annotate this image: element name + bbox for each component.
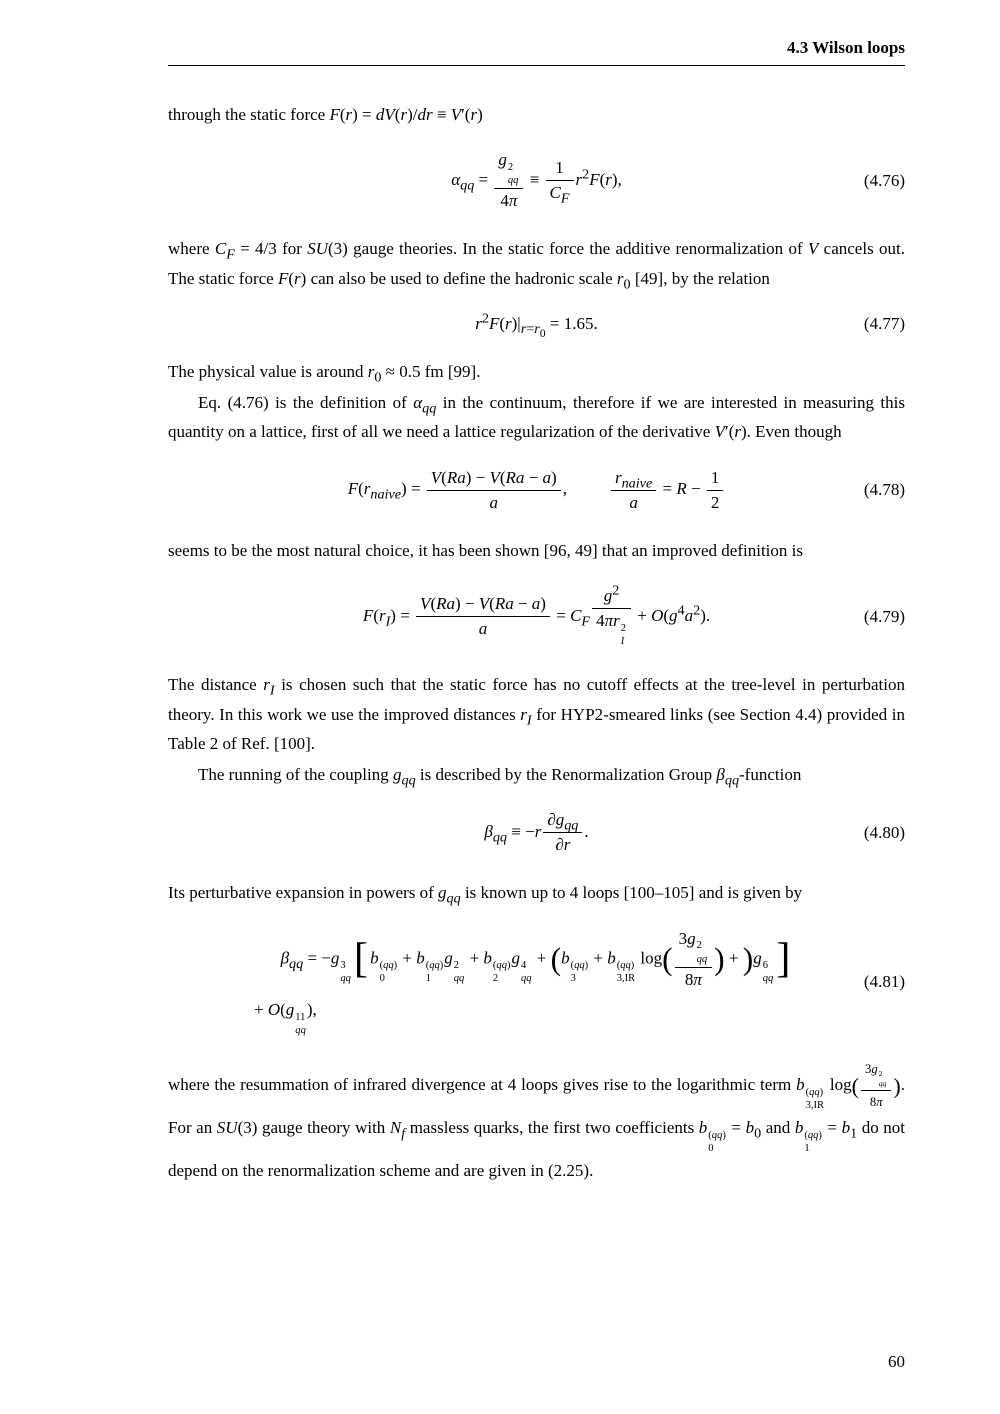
paragraph-resummation: where the resummation of infrared divergence at 4 loops gives rise to the logarithmic term b (qq) 3,IR log( 3g 2 qq 8π ). For an SU(3) gauge theory with $N_f$ massless quarks, the first two coefficients b (qq) 0 = $b_0$ and b (qq) 1 = $b_1$ do not depend on the renormalization scheme and are given in (2.25). bbox=[168, 1061, 906, 1180]
paragraph-where-cf: where $C_F = 4/3$ for SU(3) gauge theories. In the static force the additive renormalization of V cancels out. The static force F(r) can also be used to define the hadronic scale $r_0$ [49], by the relation bbox=[168, 239, 905, 293]
section-title: 4.3 Wilson loops bbox=[787, 38, 905, 57]
paragraph-natural-choice: seems to be the most natural choice, it has been shown [96, 49] that an improved definition is bbox=[168, 540, 803, 560]
running-header bbox=[168, 38, 905, 66]
paragraph-perturbative-expansion: Its perturbative expansion in powers of $g_{qq}$ is known up to 4 loops [100–105] and is given by bbox=[168, 883, 803, 907]
equation-number-4-76: (4.76) bbox=[863, 170, 905, 190]
equation-number-4-77: (4.77) bbox=[863, 313, 905, 333]
equation-4-76 bbox=[168, 149, 905, 212]
equation-number-4-81: (4.81) bbox=[863, 972, 905, 992]
paragraph-physical-value: The physical value is around $r_0 \approx 0.5$ fm [99]. bbox=[168, 361, 481, 386]
equation-body-4-77: $r^2F(r)|_{r=r_0} = 1.65$. bbox=[475, 310, 598, 341]
equation-body-4-76: $\alpha_{qq}$ = g 2 qq 4π ≡ $\frac{1}{C_F}$ $r^2F(r)$, bbox=[451, 170, 622, 189]
equation-4-78 bbox=[168, 467, 905, 514]
equation-body-4-78: $F(r_{naive})$ = $\frac{V(Ra) - V(Ra - a)}{a}$ , $r_{naive}$ a = R − $\frac{1}{2}$ bbox=[348, 479, 726, 498]
equation-body-4-80: $\beta_{qq} \equiv -r$ $\partial g_{qq}$ ∂r . bbox=[484, 822, 588, 841]
equation-4-81 bbox=[168, 928, 905, 1037]
equation-number-4-78: (4.78) bbox=[863, 480, 905, 500]
equation-number-4-79: (4.79) bbox=[863, 606, 905, 626]
equation-4-79 bbox=[168, 582, 905, 648]
paragraph-running-coupling: The running of the coupling $g_{qq}$ is described by the Renormalization Group $\beta_{qq}$-function bbox=[198, 764, 802, 789]
equation-number-4-80: (4.80) bbox=[863, 822, 905, 842]
paragraph-distance-ri: The distance $r_I$ is chosen such that the static force has no cutoff effects at the tree-level in perturbation theory. In this work we use the improved distances $r_I$ for HYP2-smeared links (see Section 4.4) provided in Table 2 of Ref. [100]. bbox=[168, 675, 905, 753]
equation-4-80 bbox=[168, 809, 905, 856]
equation-body-4-81-line1: $\beta_{qq} = -g$ 3 qq [ b (qq) 0 + b (qq) 1 g 2 qq + b (qq) 2 g 4 qq + (b (qq) 3 + b (qq) 3,IR log( 3g 2 qq 8π ) + )g 6 qq ] bbox=[168, 928, 905, 991]
paragraph-eq-definition: Eq. (4.76) is the definition of $\alpha_{qq}$ in the continuum, therefore if we are interested in measuring this quantity on a lattice, first of all we need a lattice regularization of the derivative V′(r). Even though bbox=[168, 393, 905, 442]
equation-4-77 bbox=[168, 310, 905, 341]
equation-body-4-79: $F(r_I)$ = $\frac{V(Ra) - V(Ra - a)}{a}$ = $C_F$ $g^2$ 4πr 2 I + $O(g^4a^2)$. bbox=[362, 582, 711, 648]
equation-body-4-81-line2: + O(g 11 qq ), bbox=[254, 999, 317, 1036]
paragraph-intro: through the static force F(r) = dV(r)/dr ≡ V′(r) bbox=[168, 105, 483, 124]
page-number: 60 bbox=[888, 1352, 905, 1371]
